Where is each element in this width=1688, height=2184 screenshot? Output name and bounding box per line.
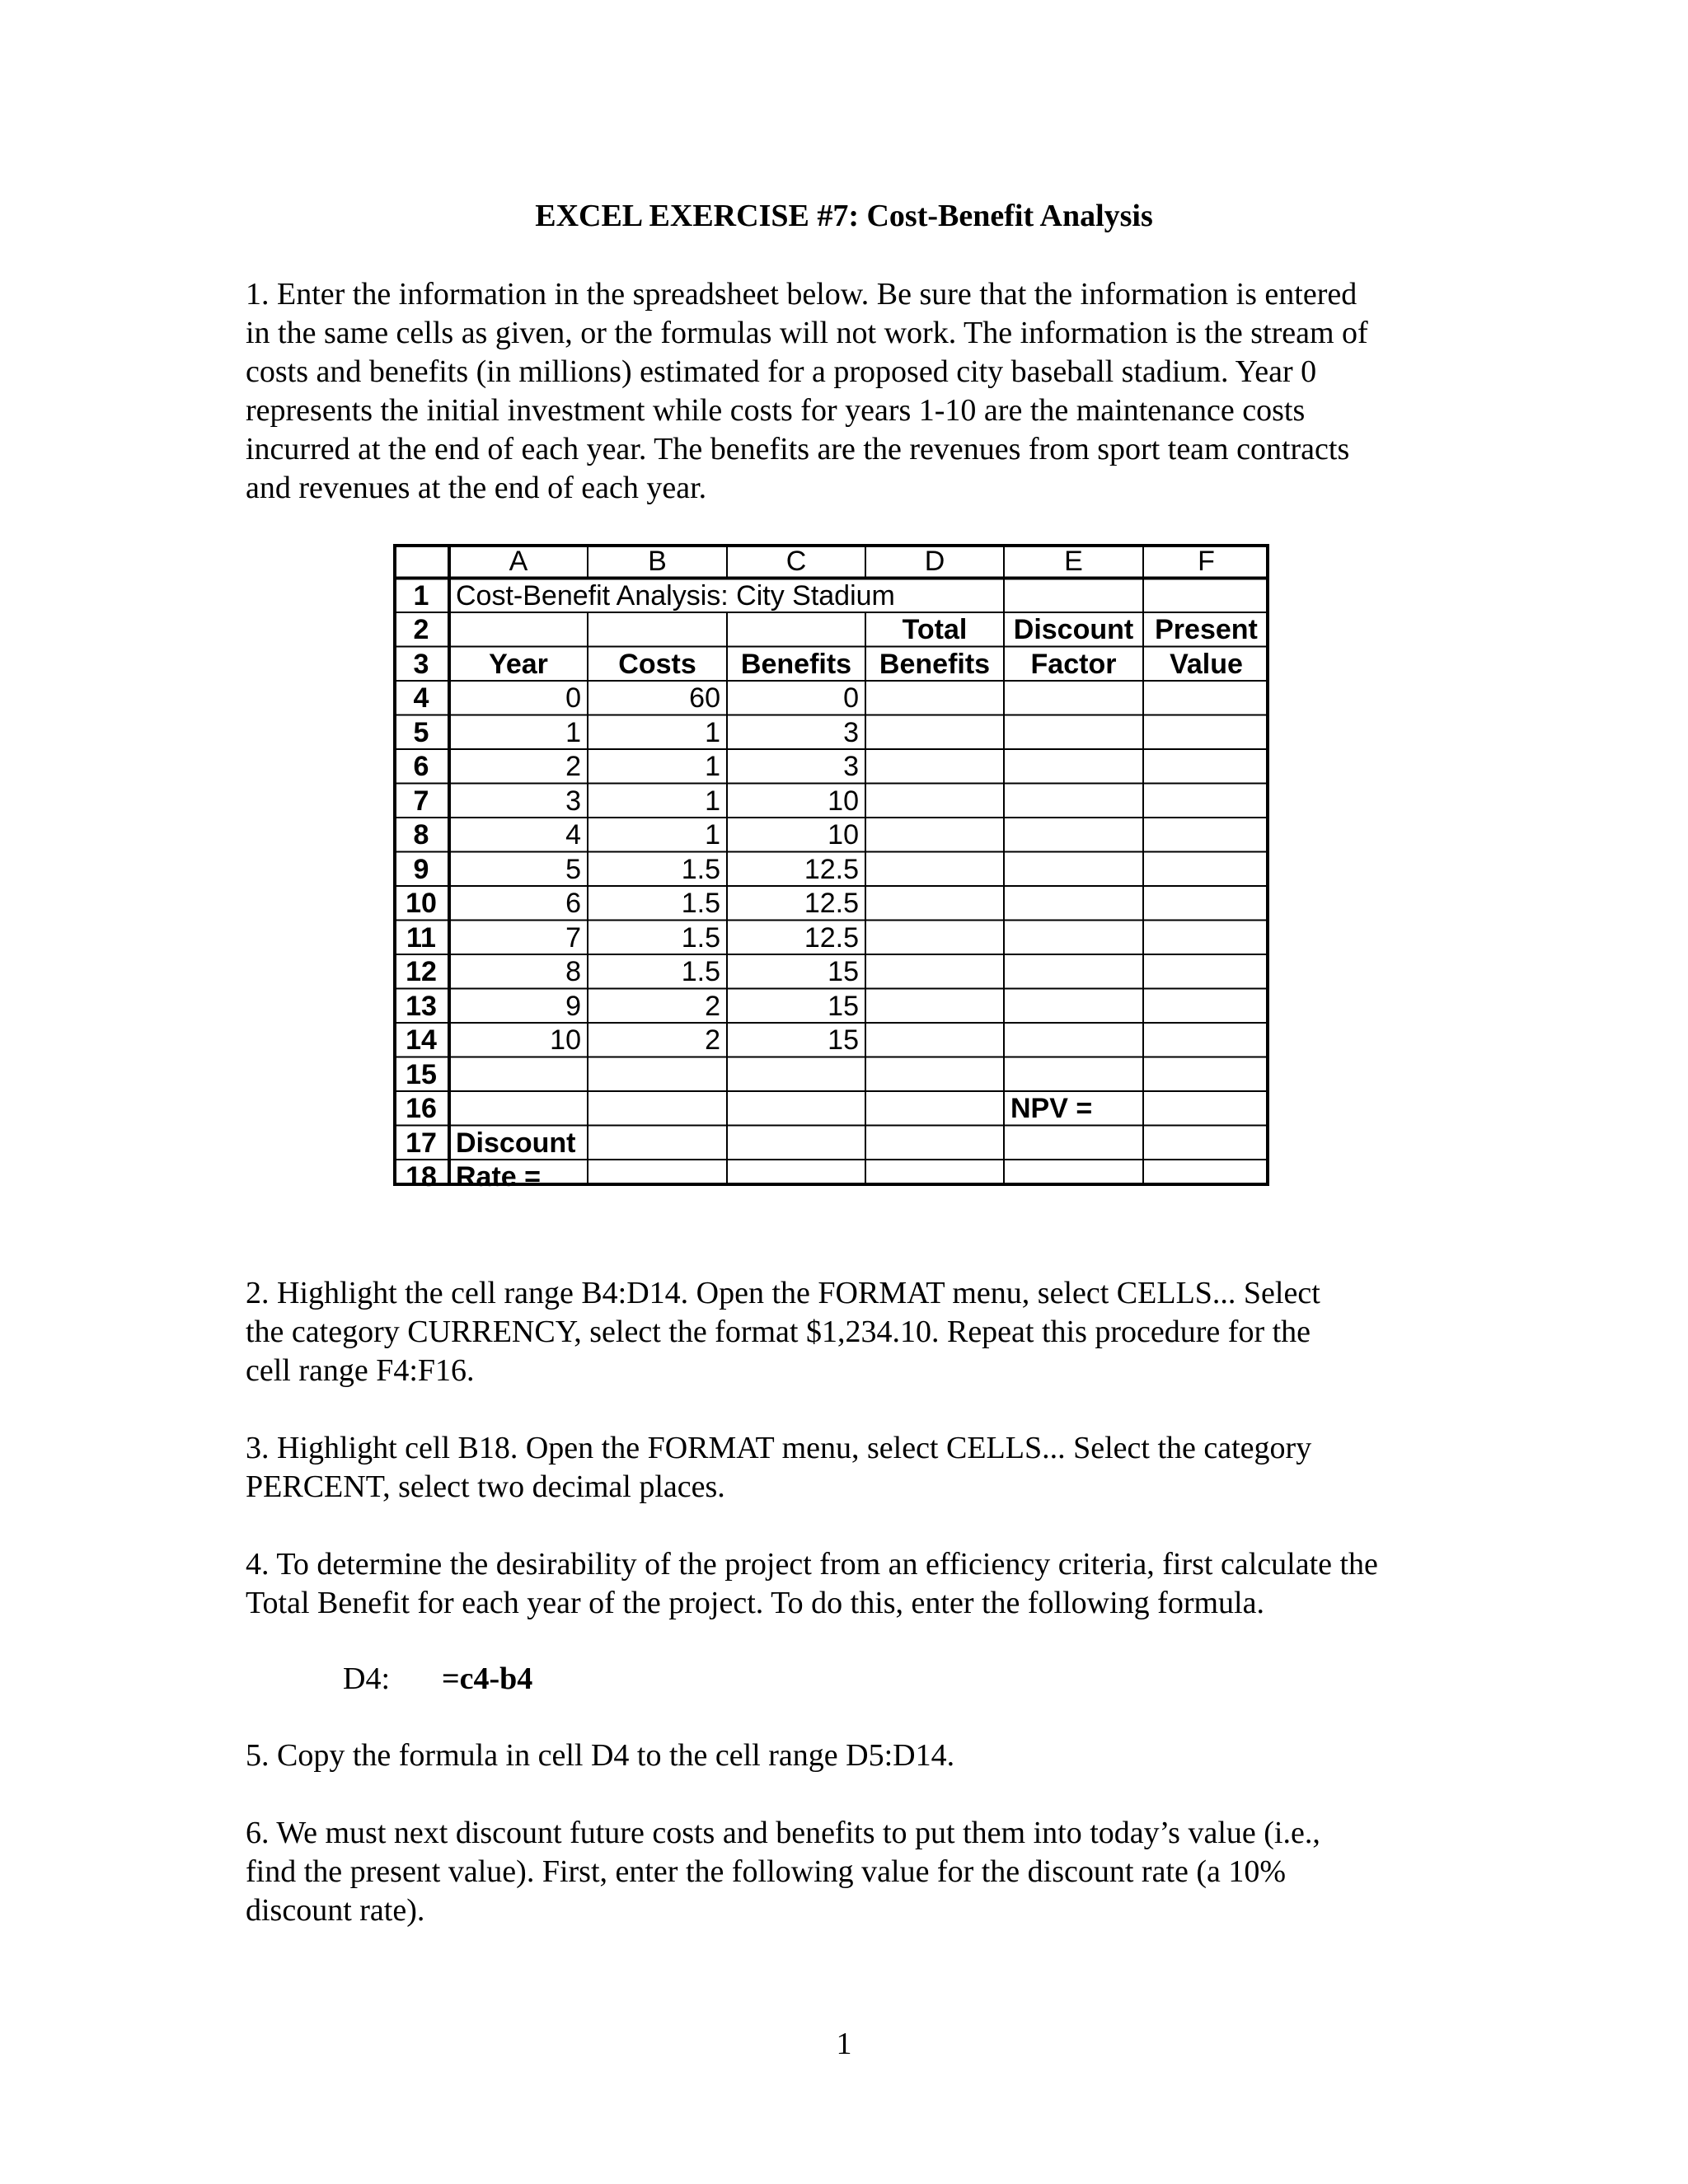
instruction-6 <box>246 1814 1449 1930</box>
year-cell: 6 <box>565 888 581 919</box>
text-line: 4. To determine the desirability of the project from an efficiency criteria, first calculate the <box>246 1547 1378 1582</box>
row-number: 16 <box>406 1093 437 1124</box>
column-header-d: D <box>924 546 945 577</box>
benefits-cell: 12.5 <box>804 853 859 885</box>
header-benefits: Benefits <box>740 648 852 680</box>
header-discount: Discount <box>1013 614 1134 645</box>
costs-cell: 1 <box>705 785 720 817</box>
row-number: 8 <box>413 819 429 851</box>
costs-cell: 60 <box>689 682 720 714</box>
year-cell: 7 <box>565 921 581 954</box>
row-number: 14 <box>406 1024 437 1056</box>
text-line: in the same cells as given, or the formulas will not work. The information is the stream of <box>246 316 1368 350</box>
year-cell: 3 <box>565 785 581 817</box>
instruction-5 <box>246 1736 1449 1775</box>
row-number: 13 <box>406 990 437 1022</box>
text-line: cell range F4:F16. <box>246 1353 475 1388</box>
page-number: 1 <box>836 2027 852 2061</box>
year-cell: 4 <box>565 819 581 851</box>
sheet-title-cell: Cost-Benefit Analysis: City Stadium <box>456 579 895 612</box>
header-value: Value <box>1170 648 1243 680</box>
costs-cell: 1.5 <box>681 853 720 885</box>
header-year: Year <box>489 648 548 680</box>
text-line: discount rate). <box>246 1893 425 1928</box>
column-header-a: A <box>509 546 528 577</box>
column-header-b: B <box>648 546 667 577</box>
row-number: 17 <box>406 1127 437 1159</box>
text-line: and revenues at the end of each year. <box>246 471 707 505</box>
text-line: costs and benefits (in millions) estimated for a proposed city baseball stadium. Year 0 <box>246 354 1317 389</box>
text-line: find the present value). First, enter the following value for the discount rate (a 10% <box>246 1854 1287 1889</box>
benefits-cell: 10 <box>828 785 859 817</box>
row-number: 11 <box>406 921 436 954</box>
row-number: 7 <box>413 785 429 817</box>
benefits-cell: 3 <box>843 716 859 748</box>
column-header-c: C <box>785 546 807 577</box>
row-number: 15 <box>406 1058 437 1090</box>
row-number: 18 <box>406 1161 437 1193</box>
year-cell: 10 <box>550 1024 581 1056</box>
text-line: 3. Highlight cell B18. Open the FORMAT menu, select CELLS... Select the category <box>246 1431 1312 1465</box>
text-line: 1. Enter the information in the spreadsheet below. Be sure that the information is entered <box>246 277 1357 312</box>
rate-label: Rate = <box>456 1161 541 1193</box>
row-number: 5 <box>413 716 429 748</box>
text-line: 5. Copy the formula in cell D4 to the cell range D5:D14. <box>246 1738 955 1773</box>
formula-cell: D4: <box>343 1661 390 1696</box>
instruction-4 <box>246 1545 1449 1623</box>
instruction-2 <box>246 1274 1449 1390</box>
column-header-f: F <box>1198 546 1215 577</box>
discount-label: Discount <box>456 1127 576 1159</box>
costs-cell: 1.5 <box>681 956 720 987</box>
spreadsheet <box>393 544 1269 1193</box>
year-cell: 2 <box>565 751 581 782</box>
text-line: the category CURRENCY, select the format $1,234.10. Repeat this procedure for the <box>246 1315 1311 1349</box>
costs-cell: 1 <box>705 751 720 782</box>
costs-cell: 2 <box>705 990 720 1022</box>
row-number: 9 <box>413 853 429 885</box>
text-line: Total Benefit for each year of the project. To do this, enter the following formula. <box>246 1586 1264 1620</box>
header-factor: Factor <box>1030 648 1117 680</box>
npv-label: NPV = <box>1010 1093 1093 1124</box>
text-line: 2. Highlight the cell range B4:D14. Open the FORMAT menu, select CELLS... Select <box>246 1276 1320 1310</box>
costs-cell: 1.5 <box>681 888 720 919</box>
row-number: 4 <box>413 682 429 714</box>
year-cell: 5 <box>565 853 581 885</box>
costs-cell: 2 <box>705 1024 720 1056</box>
costs-cell: 1.5 <box>681 921 720 954</box>
costs-cell: 1 <box>705 716 720 748</box>
text-line: incurred at the end of each year. The benefits are the revenues from sport team contracts <box>246 432 1350 466</box>
costs-cell: 1 <box>705 819 720 851</box>
benefits-cell: 15 <box>828 990 859 1022</box>
header-present: Present <box>1155 614 1258 645</box>
benefits-cell: 12.5 <box>804 921 859 954</box>
header-total: Total <box>902 614 968 645</box>
benefits-cell: 0 <box>843 682 859 714</box>
column-header-e: E <box>1064 546 1083 577</box>
formula-value: =c4-b4 <box>442 1661 533 1696</box>
year-cell: 9 <box>565 990 581 1022</box>
instruction-1 <box>246 275 1449 508</box>
year-cell: 0 <box>565 682 581 714</box>
benefits-cell: 15 <box>828 956 859 987</box>
row-number: 2 <box>413 614 429 645</box>
benefits-cell: 15 <box>828 1024 859 1056</box>
header-costs: Costs <box>618 648 696 680</box>
benefits-cell: 12.5 <box>804 888 859 919</box>
row-number: 10 <box>406 888 437 919</box>
text-line: 6. We must next discount future costs and benefits to put them into today’s value (i.e., <box>246 1816 1320 1850</box>
row-number: 6 <box>413 751 429 782</box>
instruction-3 <box>246 1429 1449 1507</box>
year-cell: 1 <box>565 716 581 748</box>
year-cell: 8 <box>565 956 581 987</box>
text-line: represents the initial investment while costs for years 1-10 are the maintenance costs <box>246 393 1306 428</box>
text-line: PERCENT, select two decimal places. <box>246 1469 725 1504</box>
benefits-cell: 3 <box>843 751 859 782</box>
row-number: 3 <box>413 648 429 680</box>
row-number: 1 <box>413 579 429 612</box>
page-title: EXCEL EXERCISE #7: Cost-Benefit Analysis <box>535 199 1153 233</box>
row-number: 12 <box>406 956 437 987</box>
benefits-cell: 10 <box>828 819 859 851</box>
header-total-benefits: Benefits <box>879 648 991 680</box>
